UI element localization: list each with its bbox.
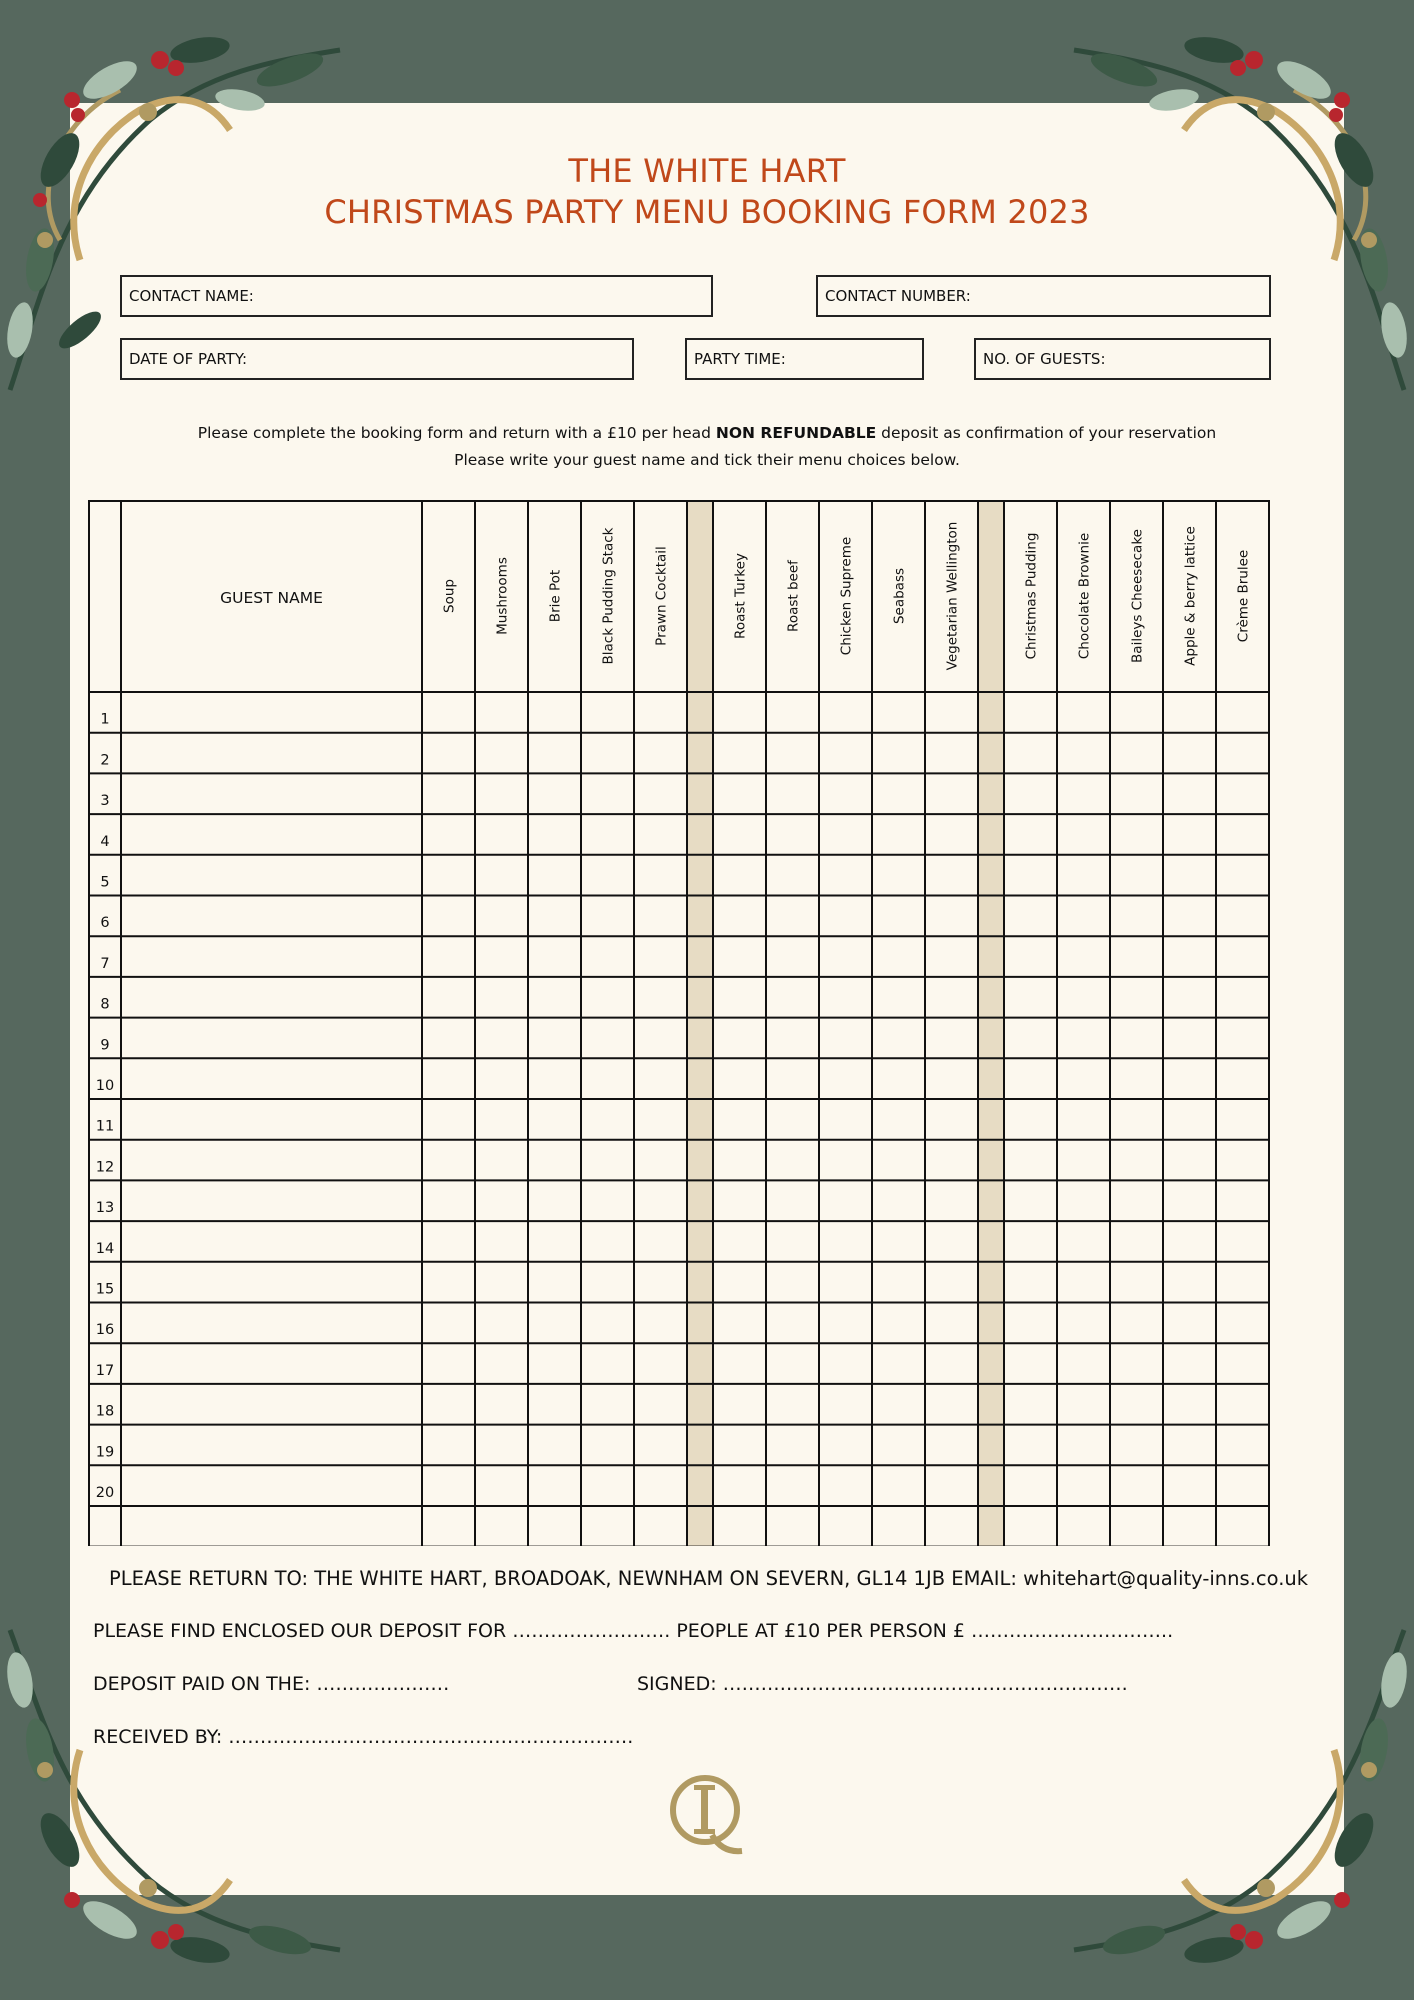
contact-name-field[interactable]: CONTACT NAME: xyxy=(120,275,713,317)
received-by-line[interactable]: RECEIVED BY: ………………………………………………………. xyxy=(93,1726,634,1748)
row-number: 20 xyxy=(95,1485,115,1501)
menu-choice-table xyxy=(88,500,1273,1546)
row-number: 14 xyxy=(95,1240,115,1257)
row-number: 16 xyxy=(95,1322,115,1339)
instructions-text-1b: deposit as confirmation of your reservation xyxy=(876,424,1217,442)
signed-line[interactable]: SIGNED: ………………………………………………………. xyxy=(637,1673,1128,1695)
dish-column-header: Apple & berry lattice xyxy=(1182,526,1199,666)
dish-column-header: Seabass xyxy=(891,567,908,625)
deposit-for-line[interactable]: PLEASE FIND ENCLOSED OUR DEPOSIT FOR ……………………. PEOPLE AT £10 PER PERSON £ ………………………….. xyxy=(93,1620,1174,1642)
row-number: 6 xyxy=(100,915,110,932)
row-number: 17 xyxy=(95,1362,115,1379)
dish-column-header: Mushrooms xyxy=(494,557,511,635)
dish-column-header: Crème Brulee xyxy=(1235,549,1252,643)
dish-column-header: Brie Pot xyxy=(547,569,564,623)
dish-column-header: Roast beef xyxy=(785,560,802,632)
row-number: 19 xyxy=(95,1444,115,1461)
row-number: 3 xyxy=(100,793,110,810)
row-number: 5 xyxy=(100,874,110,891)
qi-logo-icon xyxy=(660,1765,750,1860)
course-separator-column xyxy=(687,501,713,1546)
instructions-line-2: Please write your guest name and tick their menu choices below. xyxy=(454,451,960,469)
row-number: 15 xyxy=(95,1281,115,1298)
dish-column-header: Chicken Supreme xyxy=(838,536,855,656)
deposit-paid-line[interactable]: DEPOSIT PAID ON THE: ………………… xyxy=(93,1673,450,1695)
no-of-guests-field[interactable]: NO. OF GUESTS: xyxy=(974,338,1271,380)
row-number: 1 xyxy=(100,711,110,728)
instructions-line-1 xyxy=(0,424,1414,442)
row-number: 8 xyxy=(100,996,110,1013)
dish-column-header: Chocolate Brownie xyxy=(1076,532,1093,660)
row-number: 4 xyxy=(100,833,110,850)
dish-column-header: Roast Turkey xyxy=(732,553,749,639)
non-refundable-text: NON REFUNDABLE xyxy=(715,424,877,442)
row-number: 10 xyxy=(95,1078,115,1094)
dish-column-header: Christmas Pudding xyxy=(1023,532,1040,660)
dish-column-header: Soup xyxy=(441,579,458,613)
row-number: 11 xyxy=(95,1118,115,1135)
dish-column-header: Vegetarian Wellington xyxy=(944,521,961,671)
party-time-field[interactable]: PARTY TIME: xyxy=(685,338,924,380)
row-number: 7 xyxy=(100,955,110,972)
dish-column-header: Black Pudding Stack xyxy=(600,527,617,665)
contact-number-field[interactable]: CONTACT NUMBER: xyxy=(816,275,1271,317)
row-number: 18 xyxy=(95,1403,115,1420)
instructions-text-1: Please complete the booking form and return with a £10 per head xyxy=(197,424,716,442)
row-number: 9 xyxy=(100,1037,110,1054)
dish-column-header: Prawn Cocktail xyxy=(653,546,670,646)
form-title: CHRISTMAS PARTY MENU BOOKING FORM 2023 xyxy=(324,193,1090,231)
row-number: 2 xyxy=(100,752,110,769)
dish-column-header: Baileys Cheesecake xyxy=(1129,529,1146,663)
course-separator-column xyxy=(978,501,1004,1546)
date-of-party-field[interactable]: DATE OF PARTY: xyxy=(120,338,634,380)
guest-name-header: GUEST NAME xyxy=(220,589,323,607)
return-address: PLEASE RETURN TO: THE WHITE HART, BROADOAK, NEWNHAM ON SEVERN, GL14 1JB EMAIL: whitehart@quality-inns.co.uk xyxy=(109,1567,1309,1590)
row-number: 12 xyxy=(95,1159,115,1176)
venue-title: THE WHITE HART xyxy=(568,152,846,190)
row-number: 13 xyxy=(95,1200,115,1217)
